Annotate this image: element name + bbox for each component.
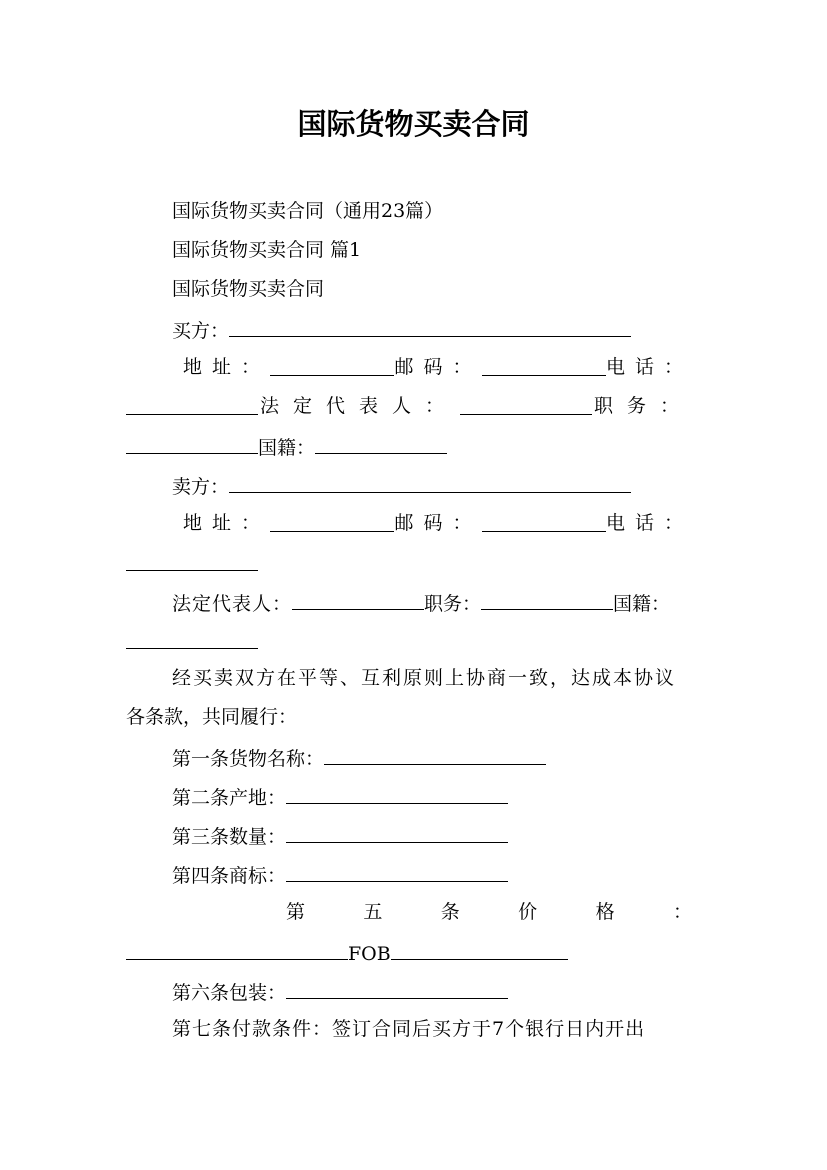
article-quantity-line: [172, 822, 508, 849]
buyer-legal-rep-blank[interactable]: [460, 394, 592, 415]
heading-all: 国际货物买卖合同（通用23篇）: [172, 200, 444, 222]
article-packing-line: [172, 978, 508, 1005]
price-char-6: ：: [672, 901, 692, 923]
seller-phone-blank[interactable]: [126, 550, 258, 571]
seller-postcode-blank[interactable]: [482, 511, 606, 532]
price-char-2: 五: [363, 901, 383, 923]
article-price-line: [126, 939, 568, 966]
article-goods-name-label: 第一条货物名称：: [172, 748, 325, 770]
seller-nationality-blank[interactable]: [126, 628, 258, 649]
buyer-label: 买方：: [172, 320, 230, 342]
seller-phone-label: 电话：: [605, 512, 693, 534]
heading-part: 国际货物买卖合同 篇1: [172, 239, 362, 261]
seller-blank[interactable]: [229, 472, 631, 493]
price-char-4: 价: [518, 901, 538, 923]
buyer-blank[interactable]: [229, 316, 631, 337]
seller-address-line: [183, 511, 693, 535]
trademark-blank[interactable]: [286, 861, 508, 882]
seller-label: 卖方：: [172, 476, 230, 498]
article-goods-name-line: [172, 744, 546, 771]
buyer-address-line: [183, 355, 693, 379]
price-term: FOB: [348, 943, 391, 965]
buyer-nationality-blank[interactable]: [315, 433, 447, 454]
buyer-position-label: 职务：: [593, 395, 693, 417]
seller-nationality-blank-line: [126, 628, 258, 655]
price-char-3: 条: [440, 901, 460, 923]
packing-blank[interactable]: [286, 978, 508, 999]
intro-line-2: 各条款，共同履行：: [126, 706, 298, 728]
buyer-address-label: 地址：: [183, 356, 271, 378]
buyer-line: [172, 316, 631, 343]
price-fob-blank[interactable]: [391, 939, 568, 960]
article-quantity-label: 第三条数量：: [172, 826, 287, 848]
buyer-nationality-line: [126, 433, 447, 460]
goods-name-blank[interactable]: [324, 744, 546, 765]
article-packing-label: 第六条包装：: [172, 982, 287, 1004]
price-char-5: 格: [595, 901, 615, 923]
intro-line-1: 经买卖双方在平等、互利原则上协商一致，达成本协议: [172, 667, 677, 689]
buyer-nationality-label: 国籍：: [258, 437, 316, 459]
buyer-phone-label: 电话：: [605, 356, 693, 378]
article-price-heading: [286, 900, 692, 924]
buyer-legal-rep-label: 法定代表人：: [259, 395, 458, 417]
seller-nationality-label: 国籍：: [613, 593, 671, 615]
buyer-postcode-label: 邮码：: [394, 356, 482, 378]
price-char-1: 第: [286, 901, 306, 923]
seller-address-blank[interactable]: [270, 511, 394, 532]
article-payment-line: 第七条付款条件：签订合同后买方于7个银行日内开出: [172, 1018, 646, 1040]
seller-line: [172, 472, 631, 499]
seller-legal-rep-blank[interactable]: [292, 589, 424, 610]
seller-postcode-label: 邮码：: [394, 512, 482, 534]
buyer-phone-blank[interactable]: [126, 394, 258, 415]
seller-position-label: 职务：: [424, 593, 482, 615]
heading-contract: 国际货物买卖合同: [172, 278, 325, 300]
article-origin-label: 第二条产地：: [172, 787, 287, 809]
seller-phone-blank-line: [126, 550, 258, 577]
article-origin-line: [172, 783, 508, 810]
seller-legal-rep-label: 法定代表人：: [172, 593, 293, 615]
buyer-postcode-blank[interactable]: [482, 355, 606, 376]
buyer-address-blank[interactable]: [270, 355, 394, 376]
origin-blank[interactable]: [286, 783, 508, 804]
document-title: 国际货物买卖合同: [297, 107, 530, 141]
buyer-position-blank[interactable]: [126, 433, 258, 454]
seller-rep-line: [172, 589, 670, 616]
seller-position-blank[interactable]: [481, 589, 613, 610]
price-blank[interactable]: [126, 939, 348, 960]
quantity-blank[interactable]: [286, 822, 508, 843]
seller-address-label: 地址：: [183, 512, 271, 534]
article-trademark-label: 第四条商标：: [172, 865, 287, 887]
buyer-rep-line: [126, 394, 693, 418]
article-trademark-line: [172, 861, 508, 888]
